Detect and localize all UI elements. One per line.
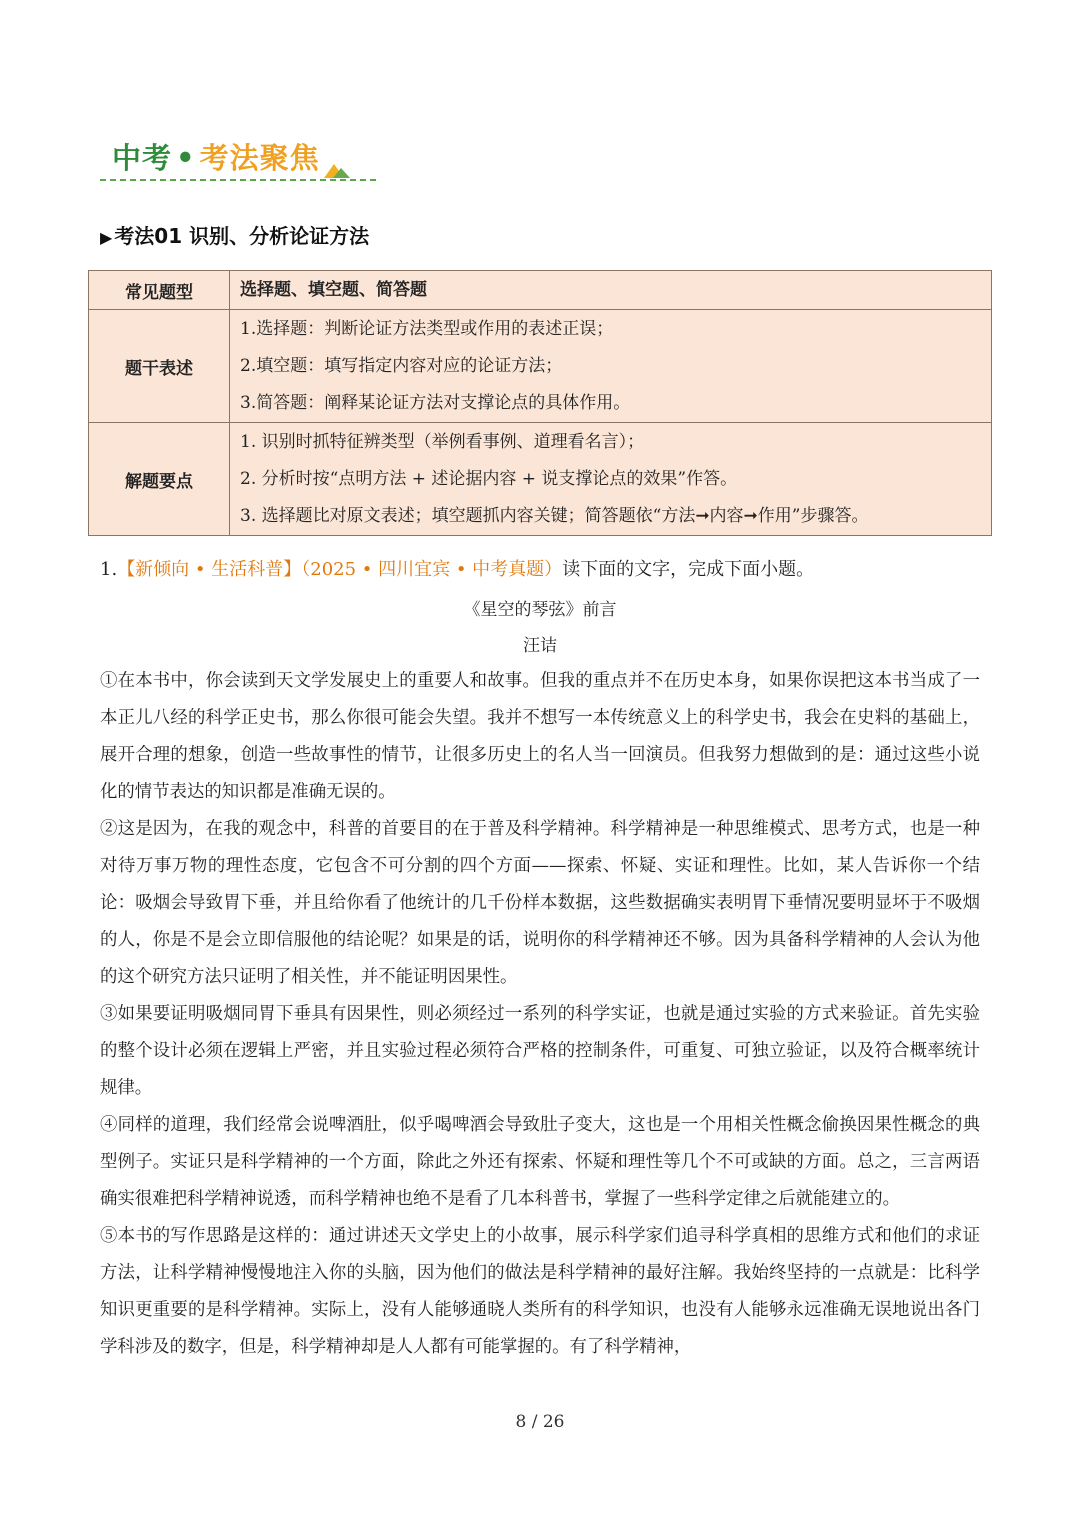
section-banner [100, 132, 376, 184]
banner-title [112, 136, 320, 177]
table-line: 2. 分析时按“点明方法 + 述论据内容 + 说支撑论点的效果”作答。 [240, 468, 738, 489]
table-line: 3.简答题：阐释某论证方法对支撑论点的具体作用。 [240, 392, 631, 413]
table-line: 选择题、填空题、简答题 [240, 279, 427, 300]
banner-title-part2: 考法聚焦 [199, 141, 320, 175]
table-content-cell [230, 423, 992, 536]
table-line: 2.填空题：填写指定内容对应的论证方法； [240, 355, 563, 376]
table-line: 1. 识别时抓特征辨类型（举例看事例、道理看名言）； [240, 431, 645, 452]
question-tag: 【新倾向 • 生活科普】 [117, 559, 302, 580]
banner-dashed-line [100, 179, 376, 181]
article-paragraph: ②这是因为，在我的观念中，科普的首要目的在于普及科学精神。科学精神是一种思维模式、思考方式，也是一种对待万事万物的理性态度，它包含不可分割的四个方面——探索、怀疑、实证和理性。比如，某人告诉你一个结论：吸烟会导致胃下垂，并且给你看了他统计的几千份样本数据，这些数据确实表明胃下垂情况要明显坏于不吸烟的人，你是不是会立即信服他的结论呢？如果是的话，说明你的科学精神还不够。因为具备科学精神的人会认为他的这个研究方法只证明了相关性，并不能证明因果性。 [100, 819, 980, 987]
question-instruction: 读下面的文字，完成下面小题。 [562, 559, 815, 580]
triangle-decoration-icon [324, 160, 350, 178]
article-author: 汪诘 [523, 636, 557, 656]
table-line: 1.选择题：判断论证方法类型或作用的表述正误； [240, 318, 614, 339]
method-info-table [88, 270, 992, 536]
table-line: 3. 选择题比对原文表述；填空题抓内容关键；简答题依“方法➞内容➞作用”步骤答。 [240, 505, 869, 526]
article-body [100, 663, 980, 1366]
question-header [100, 555, 814, 581]
page-number: 8 / 26 [515, 1412, 565, 1432]
article-paragraph: ⑤本书的写作思路是这样的：通过讲述天文学史上的小故事，展示科学家们追寻科学真相的思维方式和他们的求证方法，让科学精神慢慢地注入你的头脑，因为他们的做法是科学精神的最好注解。我始终坚持的一点就是：比科学知识更重要的是科学精神。实际上，没有人能够通晓人类所有的科学知识，也没有人能够永远准确无误地说出各门学科涉及的数字，但是，科学精神却是人人都有可能掌握的。有了科学精神， [100, 1226, 980, 1357]
table-content-cell [230, 310, 992, 423]
table-row [89, 310, 992, 423]
section-heading [100, 220, 369, 249]
banner-title-part1: 中考 [112, 141, 173, 175]
table-content-cell [230, 271, 992, 310]
play-marker-icon: ▶ [100, 228, 113, 247]
table-label-cell: 题干表述 [89, 310, 230, 423]
table-row [89, 271, 992, 310]
question-source: （2025 • 四川宜宾 • 中考真题） [301, 559, 563, 580]
article-title: 《星空的琴弦》前言 [463, 600, 617, 620]
article-paragraph: ④同样的道理，我们经常会说啤酒肚，似乎喝啤酒会导致肚子变大，这也是一个用相关性概念偷换因果性概念的典型例子。实证只是科学精神的一个方面，除此之外还有探索、怀疑和理性等几个不可或缺的方面。总之，三言两语确实很难把科学精神说透，而科学精神也绝不是看了几本科普书，掌握了一些科学定律之后就能建立的。 [100, 1115, 980, 1209]
section-heading-text: 考法01 识别、分析论证方法 [114, 224, 370, 248]
table-label-cell: 解题要点 [89, 423, 230, 536]
banner-dot: • [176, 141, 196, 175]
article-paragraph: ①在本书中，你会读到天文学发展史上的重要人和故事。但我的重点并不在历史本身，如果你误把这本书当成了一本正儿八经的科学正史书，那么你很可能会失望。我并不想写一本传统意义上的科学史书，我会在史料的基础上，展开合理的想象，创造一些故事性的情节，让很多历史上的名人当一回演员。但我努力想做到的是：通过这些小说化的情节表达的知识都是准确无误的。 [100, 671, 980, 802]
question-number: 1. [100, 559, 118, 580]
article-paragraph: ③如果要证明吸烟同胃下垂具有因果性，则必须经过一系列的科学实证，也就是通过实验的方式来验证。首先实验的整个设计必须在逻辑上严密，并且实验过程必须符合严格的控制条件，可重复、可独立验证，以及符合概率统计规律。 [100, 1004, 980, 1098]
table-row [89, 423, 992, 536]
table-label-cell: 常见题型 [89, 271, 230, 310]
